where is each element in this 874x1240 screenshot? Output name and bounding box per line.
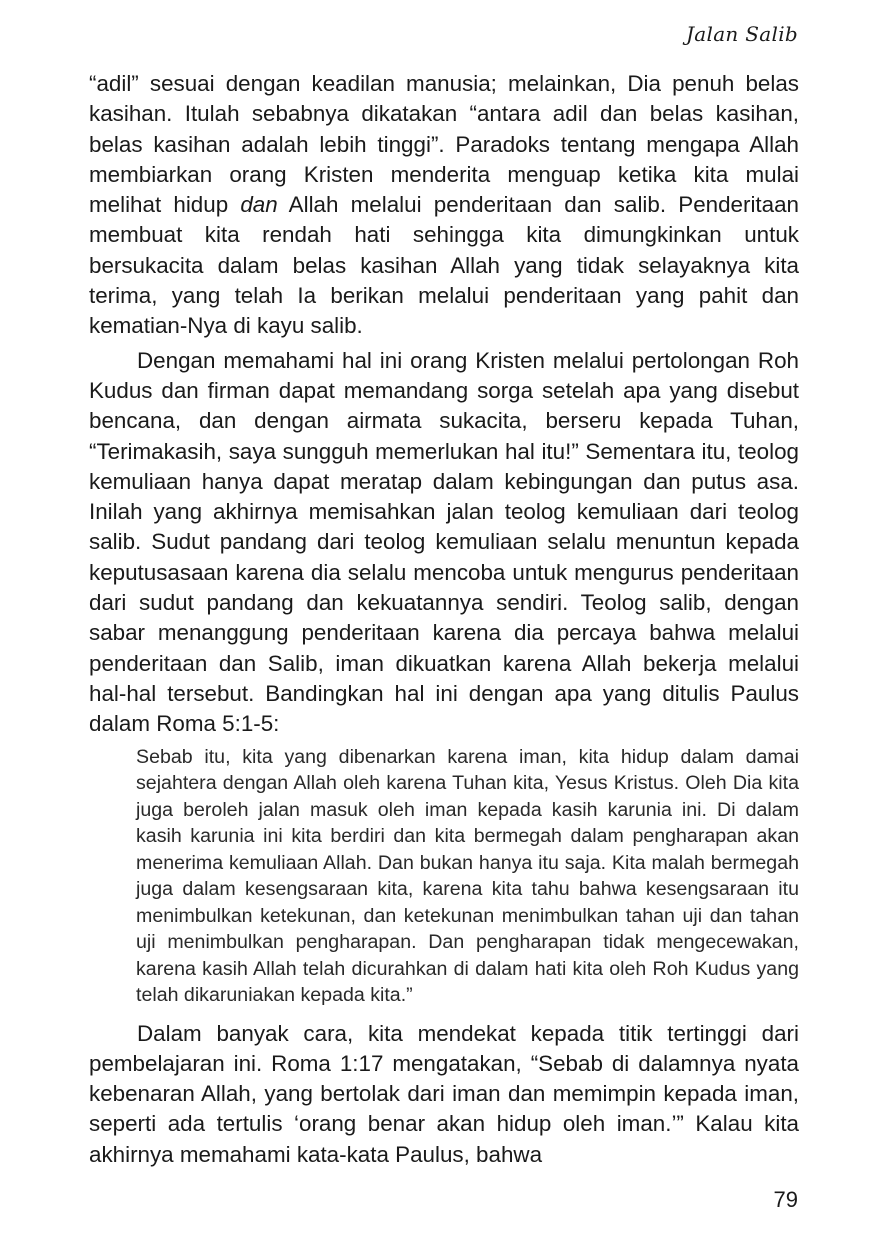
paragraph-2: Dengan memahami hal ini orang Kristen melalui pertolongan Roh Kudus dan firman dapat memandang sorga setelah apa yang disebut bencana, dan dengan airmata sukacita, berseru kepada Tuhan, “Terimakasih, saya sungguh memerlukan hal itu!” Sementara itu, teolog kemuliaan hanya dapat meratap dalam kebingungan dan putus asa. Inilah yang akhirnya memisahkan jalan teolog kemuliaan dari teolog salib. Sudut pandang dari teolog kemuliaan selalu menuntun kepada keputusasaan karena dia selalu mencoba untuk mengurus penderitaan dari sudut pandang dan kekuatannya sendiri. Teolog salib, dengan sabar menanggung penderitaan karena dia percaya bahwa melalui penderitaan dan Salib, iman dikuatkan karena Allah bekerja melalui hal-hal tersebut. Bandingkan hal ini dengan apa yang ditulis Paulus dalam Roma 5:1-5: xyxy=(89,347,799,737)
paragraph-3: Dalam banyak cara, kita mendekat kepada titik tertinggi dari pembelajaran ini. Roma 1:17 mengatakan, “Sebab di dalamnya nyata kebenaran Allah, yang bertolak dari iman dan memimpin kepada iman, seperti ada tertulis ‘orang benar akan hidup oleh iman.’” Kalau kita akhirnya memahami kata-kata Paulus, bahwa xyxy=(89,1020,799,1167)
paragraph-1 xyxy=(89,69,799,342)
page-number: 79 xyxy=(773,1187,798,1212)
running-head-title: Jalan Salib xyxy=(685,22,798,46)
paragraph-1-start: “adil” sesuai dengan keadilan manusia; melainkan, Dia penuh belas kasihan. Itulah sebabnya dikatakan “antara adil dan belas kasihan, belas kasihan adalah lebih tinggi”. Paradoks tentang mengapa Allah membiarkan orang Kristen menderita menguap ketika kita mulai melihat hidup xyxy=(89,71,799,218)
paragraph-1-end: Allah melalui penderitaan dan salib. Penderitaan membuat kita rendah hati sehingga kita dimungkinkan untuk bersukacita dalam belas kasihan Allah yang tidak selayaknya kita terima, yang telah Ia berikan melalui penderitaan yang pahit dan kematian-Nya di kayu salib. xyxy=(89,192,800,339)
page-body xyxy=(89,69,799,1170)
block-quote-roma-5: Sebab itu, kita yang dibenarkan karena iman, kita hidup dalam damai sejahtera dengan Allah oleh karena Tuhan kita, Yesus Kristus. Oleh Dia kita juga beroleh jalan masuk oleh iman kepada kasih karunia ini. Di dalam kasih karunia ini kita berdiri dan kita bermegah dalam pengharapan akan menerima kemuliaan Allah. Dan bukan hanya itu saja. Kita malah bermegah juga dalam kesengsaraan kita, karena kita tahu bahwa kesengsaraan itu menimbulkan ketekunan, dan ketekunan menimbulkan tahan uji dan tahan uji menimbulkan pengharapan. Dan pengharapan tidak mengecewakan, karena kasih Allah telah dicurahkan di dalam hati kita oleh Roh Kudus yang telah dikaruniakan kepada kita.” xyxy=(136,745,799,1007)
paragraph-1-italic: dan xyxy=(240,192,278,218)
